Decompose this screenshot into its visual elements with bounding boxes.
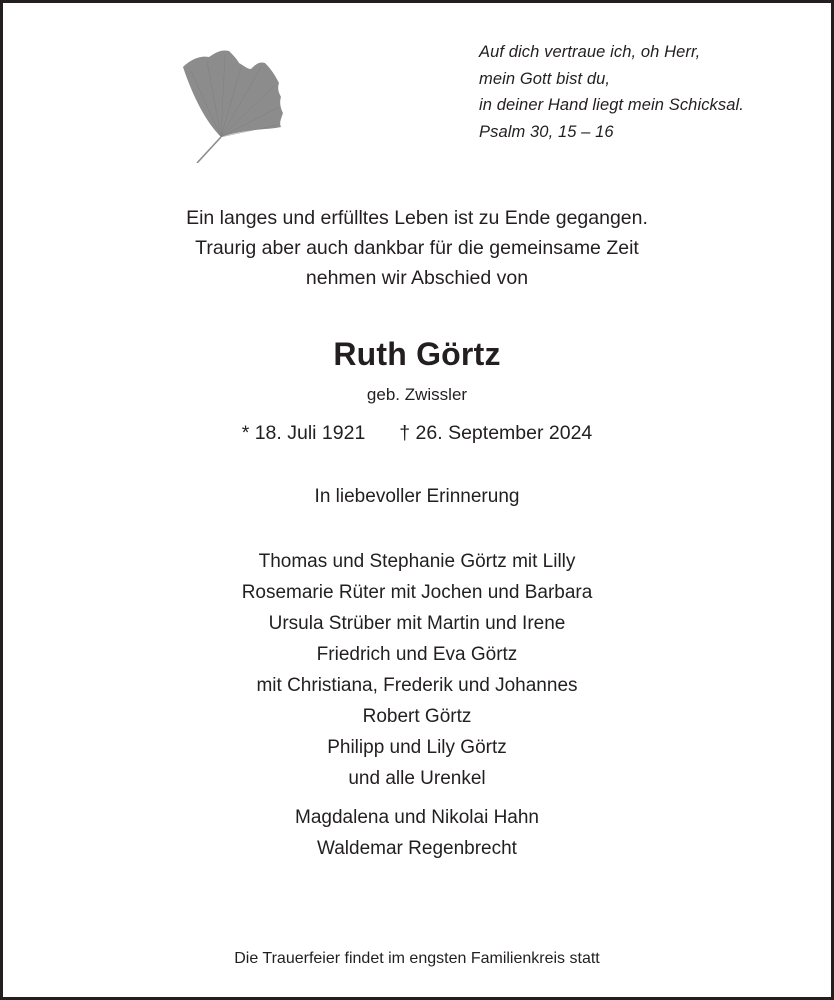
life-dates <box>3 420 831 446</box>
mourner-line: Waldemar Regenbrecht <box>317 838 517 859</box>
quote-reference: Psalm 30, 15 – 16 <box>479 122 614 141</box>
quote-line: in deiner Hand liegt mein Schicksal. <box>479 96 744 114</box>
mourner-line: Friedrich und Eva Görtz <box>316 644 518 665</box>
death-date: † 26. September 2024 <box>399 422 593 444</box>
intro-line: Traurig aber auch dankbar für die gemeinsame Zeit <box>195 237 639 259</box>
quote-line: mein Gott bist du, <box>479 69 611 88</box>
birth-date: * 18. Juli 1921 <box>241 422 366 444</box>
maiden-name: geb. Zwissler <box>366 385 468 404</box>
mourner-line: Ursula Strüber mit Martin und Irene <box>268 613 566 634</box>
mourners-list <box>3 546 831 794</box>
intro-text <box>3 203 831 293</box>
additional-mourners-list <box>3 802 831 864</box>
mourner-line: Robert Görtz <box>362 706 472 727</box>
mourner-line: Thomas und Stephanie Görtz mit Lilly <box>258 551 576 572</box>
intro-line: Ein langes und erfülltes Leben ist zu Ende gegangen. <box>186 207 648 229</box>
intro-line: nehmen wir Abschied von <box>305 267 529 289</box>
mourner-line: Rosemarie Rüter mit Jochen und Barbara <box>241 582 593 603</box>
bible-quote <box>479 39 744 145</box>
quote-line: Auf dich vertraue ich, oh Herr, <box>479 43 701 61</box>
funeral-note: Die Trauerfeier findet im engsten Familienkreis statt <box>234 950 600 967</box>
deceased-name: Ruth Görtz <box>333 336 501 372</box>
mourner-line: und alle Urenkel <box>348 768 486 789</box>
ginkgo-leaf-icon <box>181 45 285 163</box>
mourner-line: Magdalena und Nikolai Hahn <box>295 807 539 828</box>
mourner-line: mit Christiana, Frederik und Johannes <box>256 675 578 696</box>
mourner-line: Philipp und Lily Görtz <box>327 737 507 758</box>
memory-line: In liebevoller Erinnerung <box>314 486 520 507</box>
